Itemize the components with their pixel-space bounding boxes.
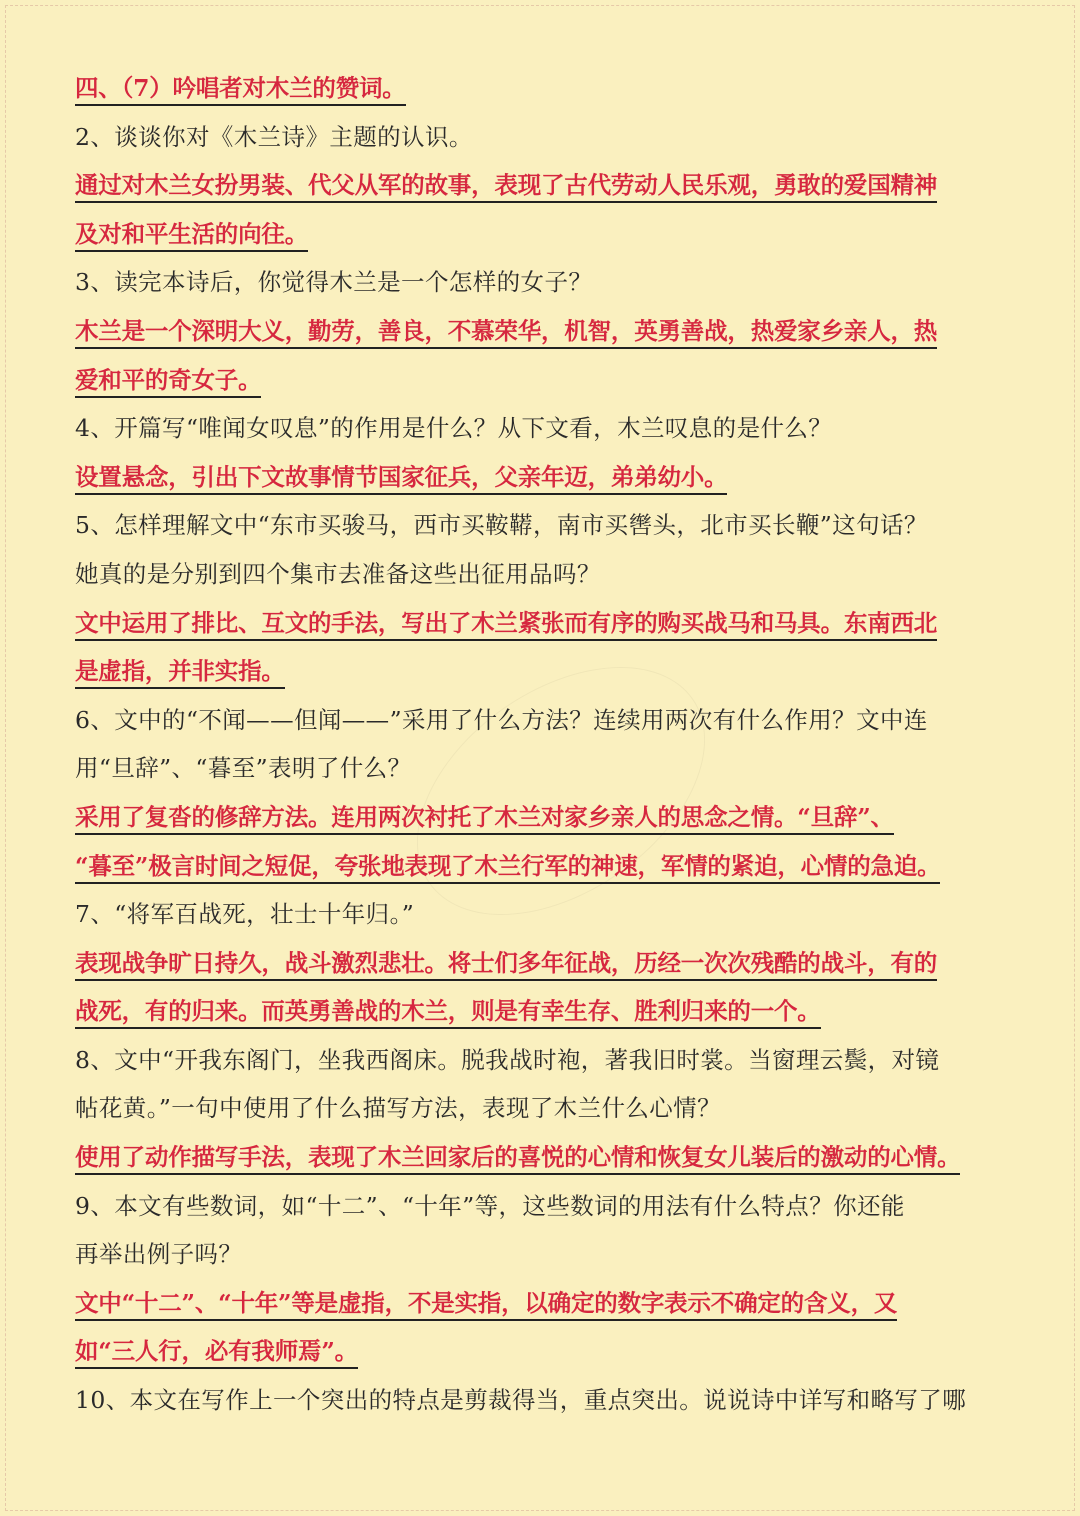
- line-text: 用“旦辞”、“暮至”表明了什么？: [75, 754, 412, 783]
- line-text: 文中运用了排比、互文的手法，写出了木兰紧张而有序的购买战马和马具。东南西北: [75, 609, 937, 641]
- answer-line: [75, 599, 1020, 648]
- line-text: 9、本文有些数词，如“十二”、“十年”等，这些数词的用法有什么特点？你还能: [75, 1191, 905, 1220]
- line-text: 6、文中的“不闻——但闻——”采用了什么方法？连续用两次有什么作用？文中连: [75, 705, 928, 734]
- answer-line: [75, 356, 1020, 405]
- answer-line: [75, 1279, 1020, 1328]
- line-text: 她真的是分别到四个集市去准备这些出征用品吗？: [75, 559, 601, 588]
- line-text: 及对和平生活的向往。: [75, 220, 308, 252]
- answer-line: [75, 1133, 1020, 1182]
- line-text: 战死，有的归来。而英勇善战的木兰，则是有幸生存、胜利归来的一个。: [75, 997, 821, 1029]
- question-line: [75, 404, 1020, 453]
- line-text: 10、本文在写作上一个突出的特点是剪裁得当，重点突出。说说诗中详写和略写了哪: [75, 1386, 967, 1415]
- line-text: 四、（7）吟唱者对木兰的赞词。: [75, 74, 406, 106]
- answer-line: [75, 1327, 1020, 1376]
- line-text: 采用了复沓的修辞方法。连用两次衬托了木兰对家乡亲人的思念之情。“旦辞”、: [75, 803, 894, 835]
- question-line: [75, 744, 1020, 793]
- line-text: 木兰是一个深明大义，勤劳，善良，不慕荣华，机智，英勇善战，热爱家乡亲人，热: [75, 317, 937, 349]
- answer-line: [75, 939, 1020, 988]
- document-body: [75, 64, 1020, 1425]
- line-text: 3、读完本诗后，你觉得木兰是一个怎样的女子？: [75, 268, 593, 297]
- line-text: 爱和平的奇女子。: [75, 366, 261, 398]
- answer-line: [75, 793, 1020, 842]
- line-text: 7、“将军百战死，壮士十年归。”: [75, 900, 415, 929]
- answer-line: [75, 842, 1020, 891]
- line-text: 是虚指，并非实指。: [75, 657, 285, 689]
- question-line: [75, 1230, 1020, 1279]
- question-line: [75, 1036, 1020, 1085]
- line-text: 2、谈谈你对《木兰诗》主题的认识。: [75, 122, 473, 151]
- line-text: 使用了动作描写手法，表现了木兰回家后的喜悦的心情和恢复女儿装后的激动的心情。: [75, 1143, 960, 1175]
- question-line: [75, 696, 1020, 745]
- answer-line: [75, 210, 1020, 259]
- question-line: [75, 890, 1020, 939]
- answer-line: [75, 987, 1020, 1036]
- line-text: “暮至”极言时间之短促，夸张地表现了木兰行军的神速，军情的紧迫，心情的急迫。: [75, 852, 940, 884]
- question-line: [75, 1182, 1020, 1231]
- answer-line: [75, 307, 1020, 356]
- line-text: 如“三人行，必有我师焉”。: [75, 1337, 358, 1369]
- answer-line: [75, 453, 1020, 502]
- answer-line: [75, 161, 1020, 210]
- line-text: 表现战争旷日持久，战斗激烈悲壮。将士们多年征战，历经一次次残酷的战斗，有的: [75, 949, 937, 981]
- answer-line: [75, 647, 1020, 696]
- question-line: [75, 258, 1020, 307]
- question-line: [75, 1376, 1020, 1425]
- line-text: 文中“十二”、“十年”等是虚指，不是实指，以确定的数字表示不确定的含义，又: [75, 1289, 897, 1321]
- line-text: 设置悬念，引出下文故事情节国家征兵，父亲年迈，弟弟幼小。: [75, 463, 727, 495]
- line-text: 再举出例子吗？: [75, 1240, 243, 1269]
- answer-line: [75, 64, 1020, 113]
- line-text: 4、开篇写“唯闻女叹息”的作用是什么？从下文看，木兰叹息的是什么？: [75, 414, 833, 443]
- question-line: [75, 113, 1020, 162]
- question-line: [75, 550, 1020, 599]
- question-line: [75, 1084, 1020, 1133]
- line-text: 5、怎样理解文中“东市买骏马，西市买鞍鞯，南市买辔头，北市买长鞭”这句话？: [75, 511, 928, 540]
- line-text: 8、文中“开我东阁门，坐我西阁床。脱我战时袍，著我旧时裳。当窗理云鬓，对镜: [75, 1045, 940, 1074]
- line-text: 通过对木兰女扮男装、代父从军的故事，表现了古代劳动人民乐观，勇敢的爱国精神: [75, 171, 937, 203]
- question-line: [75, 501, 1020, 550]
- line-text: 帖花黄。”一句中使用了什么描写方法，表现了木兰什么心情？: [75, 1094, 721, 1123]
